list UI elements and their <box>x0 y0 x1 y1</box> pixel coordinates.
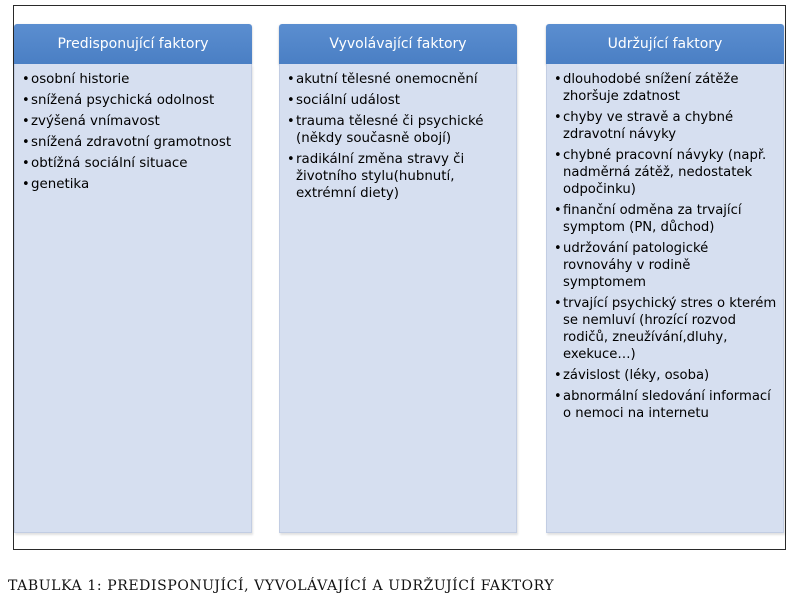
list-item: • snížená zdravotní gramotnost <box>22 134 245 151</box>
column-header: Vyvolávající faktory <box>279 24 517 64</box>
column-header: Udržující faktory <box>546 24 784 64</box>
list-item: • sociální událost <box>287 92 510 109</box>
column-body <box>279 64 517 533</box>
factor-list <box>287 71 510 202</box>
list-item: • osobní historie <box>22 71 245 88</box>
table-caption: TABULKA 1: PREDISPONUJÍCÍ, VYVOLÁVAJÍCÍ A UDRŽUJÍCÍ FAKTORY <box>8 578 555 594</box>
list-item: • abnormální sledování informací o nemoci na internetu <box>554 388 777 422</box>
list-item: • genetika <box>22 176 245 193</box>
column-body <box>546 64 784 533</box>
list-item: • trauma tělesné či psychické (někdy současně obojí) <box>287 113 510 147</box>
factors-table-frame <box>13 5 786 550</box>
list-item: • akutní tělesné onemocnění <box>287 71 510 88</box>
list-item: • zvýšená vnímavost <box>22 113 245 130</box>
list-item: • finanční odměna za trvající symptom (PN, důchod) <box>554 202 777 236</box>
list-item: • závislost (léky, osoba) <box>554 367 777 384</box>
list-item: • obtížná sociální situace <box>22 155 245 172</box>
list-item: • chybné pracovní návyky (např. nadměrná zátěž, nedostatek odpočinku) <box>554 147 777 198</box>
list-item: • radikální změna stravy či životního stylu(hubnutí, extrémní diety) <box>287 151 510 202</box>
column-triggering <box>279 24 517 533</box>
list-item: • trvající psychický stres o kterém se nemluví (hrozící rozvod rodičů, zneužívání,dluhy, exekuce…) <box>554 295 777 363</box>
column-maintaining <box>546 24 784 533</box>
column-header: Predisponující faktory <box>14 24 252 64</box>
factor-list <box>22 71 245 193</box>
column-predisposing <box>14 24 252 533</box>
list-item: • dlouhodobé snížení zátěže zhoršuje zdatnost <box>554 71 777 105</box>
column-body <box>14 64 252 533</box>
list-item: • chyby ve stravě a chybné zdravotní návyky <box>554 109 777 143</box>
list-item: • udržování patologické rovnováhy v rodině symptomem <box>554 240 777 291</box>
list-item: • snížená psychická odolnost <box>22 92 245 109</box>
factor-list <box>554 71 777 422</box>
